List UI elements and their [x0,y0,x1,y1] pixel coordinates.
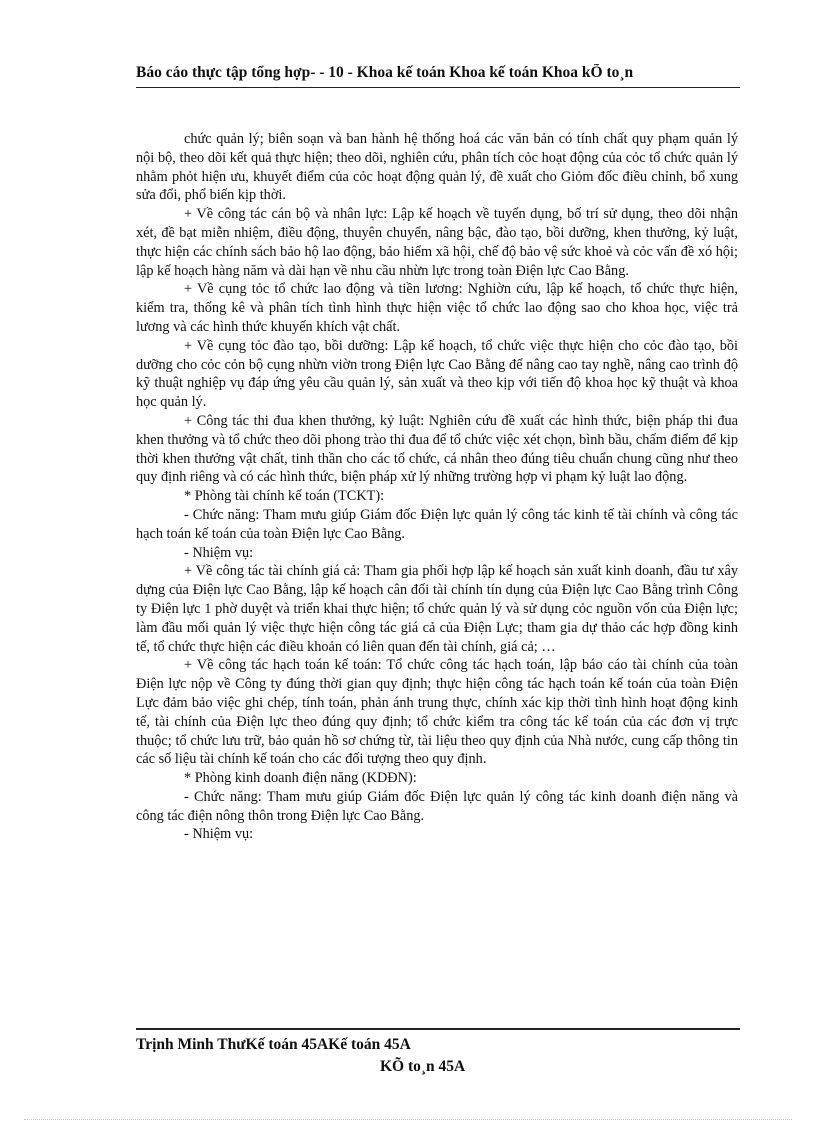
paragraph: chức quản lý; biên soạn và ban hành hệ thống hoá các văn bản có tính chất quy phạm quản lý nội bộ, theo dõi kết quả thực hiện; theo dõi, nghiên cứu, phân tích cỏc hoạt động của cỏc tổ chức quản lý nhằm phỏt hiện ưu, khuyết điểm của cỏc hoạt động quản lý, đề xuất cho Giỏm đốc điều chỉnh, bổ xung sửa đổi, phổ biến kịp thời. [136,131,738,204]
header-divider [136,87,740,88]
paragraph: - Nhiệm vụ: [184,826,254,843]
paragraph: - Chức năng: Tham mưu giúp Giám đốc Điện lực quản lý công tác kinh tế tài chính và công tác hạch toán kế toán của toàn Điện lực Cao Bằng. [136,506,738,542]
paragraph: + Về cụng tỏc tổ chức lao động và tiền lương: Nghiờn cứu, lập kế hoạch, tổ chức thực hiện, kiểm tra, thống kê và phân tích tình hình thực hiện việc tổ chức lao động sao cho khoa học, việc trả lương và các hình thức khuyến khích vật chất. [136,281,738,335]
page-bottom-edge [24,1119,792,1120]
section-heading: * Phòng kinh doanh điện năng (KDĐN): [184,770,417,787]
paragraph: + Về công tác hạch toán kế toán: Tổ chức công tác hạch toán, lập báo cáo tài chính của toàn Điện lực nộp về Công ty đúng thời gian quy định; thực hiện công tác hạch toán kế toán của toàn Điện Lực đảm bảo việc ghi chép, tính toán, phản ánh trung thực, chính xác kịp thời tình hình hoạt động kinh tế, tài chính của Điện lực theo đúng quy định; tổ chức kiểm tra công tác kế toán của các đơn vị trực thuộc; tổ chức lưu trữ, bảo quản hồ sơ chứng từ, tài liệu theo quy định của Nhà nước, cung cấp thông tin các số liệu tài chính kế toán cho các đối tượng theo quy định. [136,657,738,768]
paragraph: - Nhiệm vụ: [184,544,254,561]
document-body [136,130,738,844]
paragraph: + Công tác thi đua khen thưởng, kỷ luật: Nghiên cứu đề xuất các hình thức, biện pháp thi đua khen thưởng và tổ chức theo dõi phong trào thi đua để tổ chức việc xét chọn, bình bầu, chấm điểm để kịp thời khen thưởng vật chất, tinh thần cho các tổ chức, cá nhân theo đúng tiêu chuẩn chung cũng như theo quy định riêng và có các hình thức, biện pháp xử lý những trường hợp vi phạm kỷ luật lao động. [136,412,738,486]
paragraph: + Về cụng tỏc đào tạo, bồi dưỡng: Lập kế hoạch, tổ chức việc thực hiện cho cỏc đào tạo, bồi dưỡng cho cỏc cỏn bộ cụng nhừn viờn trong Điện lực Cao Bằng để nâng cao tay nghề, nâng cao trình độ kỹ thuật nghiệp vụ đáp ứng yêu cầu quản lý, sản xuất và theo kịp với tiến độ khoa học kỹ thuật và khoa học quản lý. [136,337,738,411]
page-footer [136,1034,740,1078]
paragraph: + Về công tác cán bộ và nhân lực: Lập kế hoạch về tuyển dụng, bố trí sử dụng, theo dõi nhận xét, đề bạt miễn nhiệm, điều động, thuyên chuyển, nâng bậc, đào tạo, bồi dưỡng, khen thưởng, kỷ luật, thực hiện các chính sách bảo hộ lao động, bảo hiểm xã hội, chế độ bảo vệ sức khoẻ và cỏc vấn đề xó hội; lập kế hoạch hàng năm và dài hạn về nhu cầu nhừn lực trong toàn Điện lực Cao Bằng. [136,206,738,279]
footer-divider [136,1028,740,1030]
paragraph: - Chức năng: Tham mưu giúp Giám đốc Điện lực quản lý công tác kinh doanh điện năng và công tác điện nông thôn trong Điện lực Cao Bằng. [136,788,738,824]
page-header: Báo cáo thực tập tổng hợp- - 10 - Khoa kế toán Khoa kế toán Khoa kÕ to¸n [136,64,634,81]
section-heading: * Phòng tài chính kế toán (TCKT): [184,488,385,505]
footer-author: Trịnh Minh ThưKế toán 45AKế toán 45A [136,1036,411,1053]
footer-class: KÕ to¸n 45A [380,1058,466,1075]
paragraph: + Về công tác tài chính giá cả: Tham gia phối hợp lập kế hoạch sản xuất kinh doanh, đầu tư xây dựng của Điện lực Cao Bằng, lập kế hoạch cân đối tài chính tín dụng của Điện lực Cao Bằng trình Công ty Điện lực 1 phờ duyệt và triển khai thực hiện; tổ chức quản lý và sử dụng cỏc nguồn vốn của Điện lực; làm đầu mối quản lý việc thực hiện công tác giá cả của Điện Lực; tham gia dự thảo các hợp đồng kinh tế, tổ chức thực hiện các điều khoản có liên quan đến tài chính, giá cả; … [136,563,738,655]
